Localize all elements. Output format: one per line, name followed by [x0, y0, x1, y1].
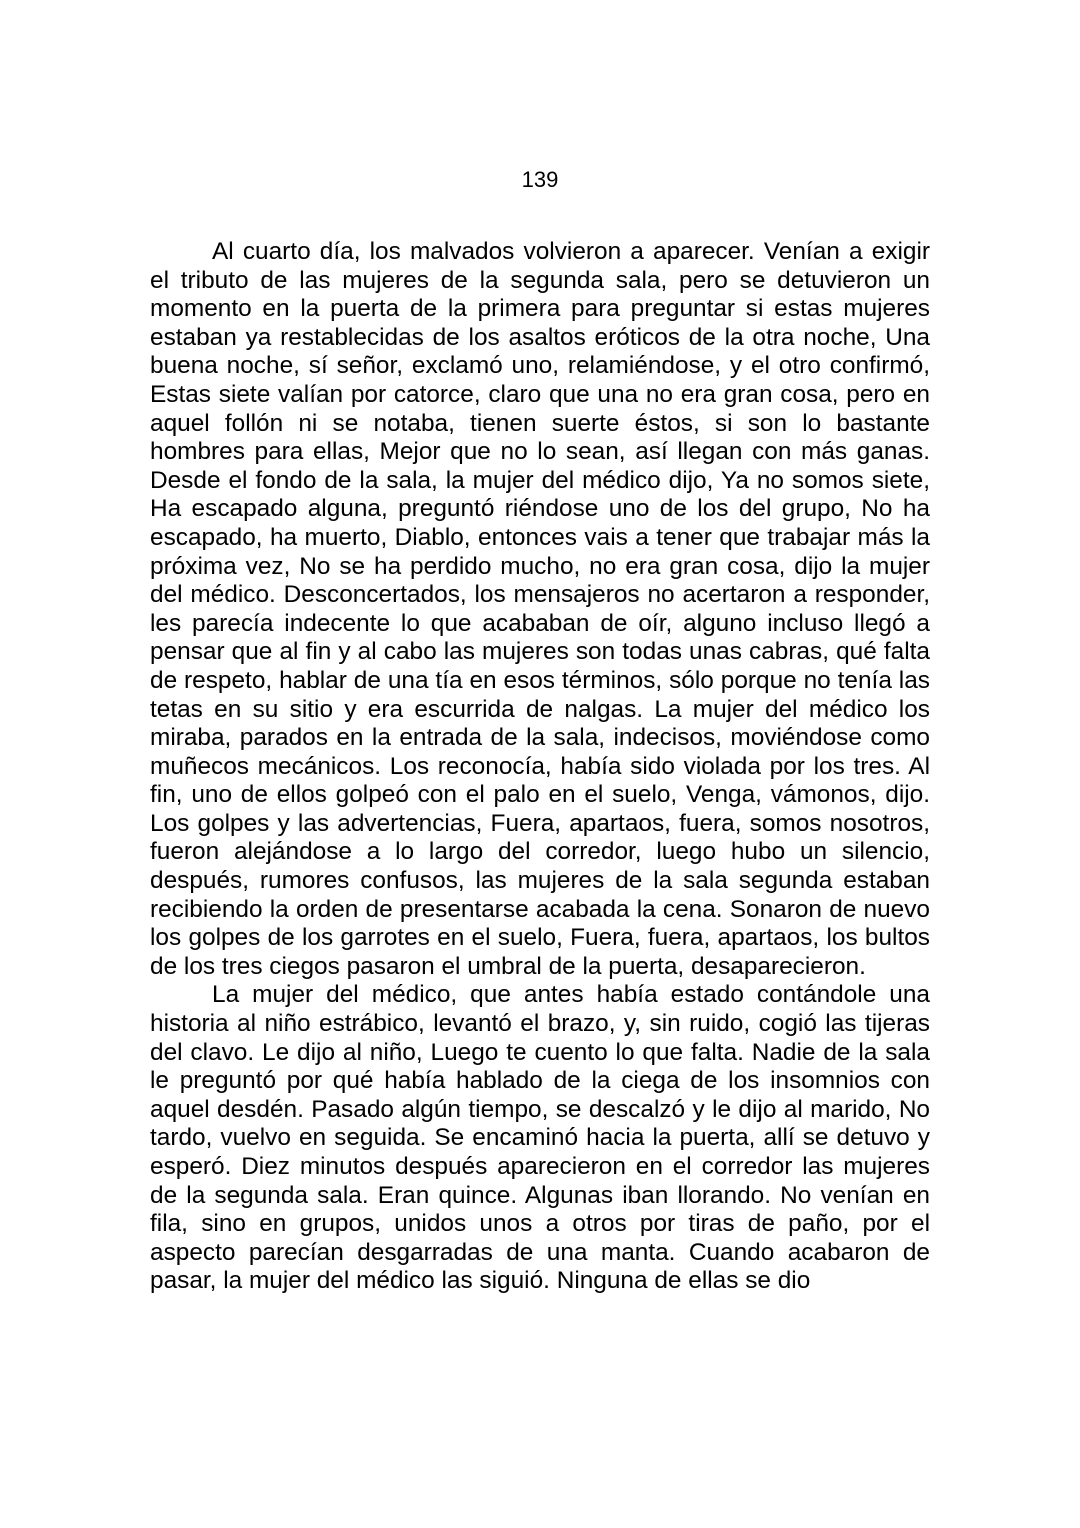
paragraph: La mujer del médico, que antes había estado contándole una historia al niño estrábico, levantó el brazo, y, sin ruido, cogió las tijeras del clavo. Le dijo al niño, Luego te cuento lo que falta. Nadie de la sala le preguntó por qué había hablado de la ciega de los insomnios con aquel desdén. Pasado algún tiempo, se descalzó y le dijo al marido, No tardo, vuelvo en seguida. Se encaminó hacia la puerta, allí se detuvo y esperó. Diez minutos después aparecieron en el corredor las mujeres de la segunda sala. Eran quince. Algunas iban llorando. No venían en fila, sino en grupos, unidos unos a otros por tiras de paño, por el aspecto parecían desgarradas de una manta. Cuando acabaron de pasar, la mujer del médico las siguió. Ninguna de ellas se dio — [150, 981, 930, 1295]
page-number: 139 — [521, 167, 559, 192]
text-body — [150, 238, 930, 1296]
paragraph: Al cuarto día, los malvados volvieron a aparecer. Venían a exigir el tributo de las mujeres de la segunda sala, pero se detuvieron un momento en la puerta de la primera para preguntar si estas mujeres estaban ya restablecidas de los asaltos eróticos de la otra noche, Una buena noche, sí señor, exclamó uno, relamiéndose, y el otro confirmó, Estas siete valían por catorce, claro que una no era gran cosa, pero en aquel follón ni se notaba, tienen suerte éstos, si son lo bastante hombres para ellas, Mejor que no lo sean, así llegan con más ganas. Desde el fondo de la sala, la mujer del médico dijo, Ya no somos siete, Ha escapado alguna, preguntó riéndose uno de los del grupo, No ha escapado, ha muerto, Diablo, entonces vais a tener que trabajar más la próxima vez, No se ha perdido mucho, no era gran cosa, dijo la mujer del médico. Desconcertados, los mensajeros no acertaron a responder, les parecía indecente lo que acababan de oír, alguno incluso llegó a pensar que al fin y al cabo las mujeres son todas unas cabras, qué falta de respeto, hablar de una tía en esos términos, sólo porque no tenía las tetas en su sitio y era escurrida de nalgas. La mujer del médico los miraba, parados en la entrada de la sala, indecisos, moviéndose como muñecos mecánicos. Los reconocía, había sido violada por los tres. Al fin, uno de ellos golpeó con el palo en el suelo, Venga, vámonos, dijo. Los golpes y las advertencias, Fuera, apartaos, fuera, somos nosotros, fueron alejándose a lo largo del corredor, luego hubo un silencio, después, rumores confusos, las mujeres de la sala segunda estaban recibiendo la orden de presentarse acabada la cena. Sonaron de nuevo los golpes de los garrotes en el suelo, Fuera, fuera, apartaos, los bultos de los tres ciegos pasaron el umbral de la puerta, desaparecieron. — [150, 238, 930, 980]
